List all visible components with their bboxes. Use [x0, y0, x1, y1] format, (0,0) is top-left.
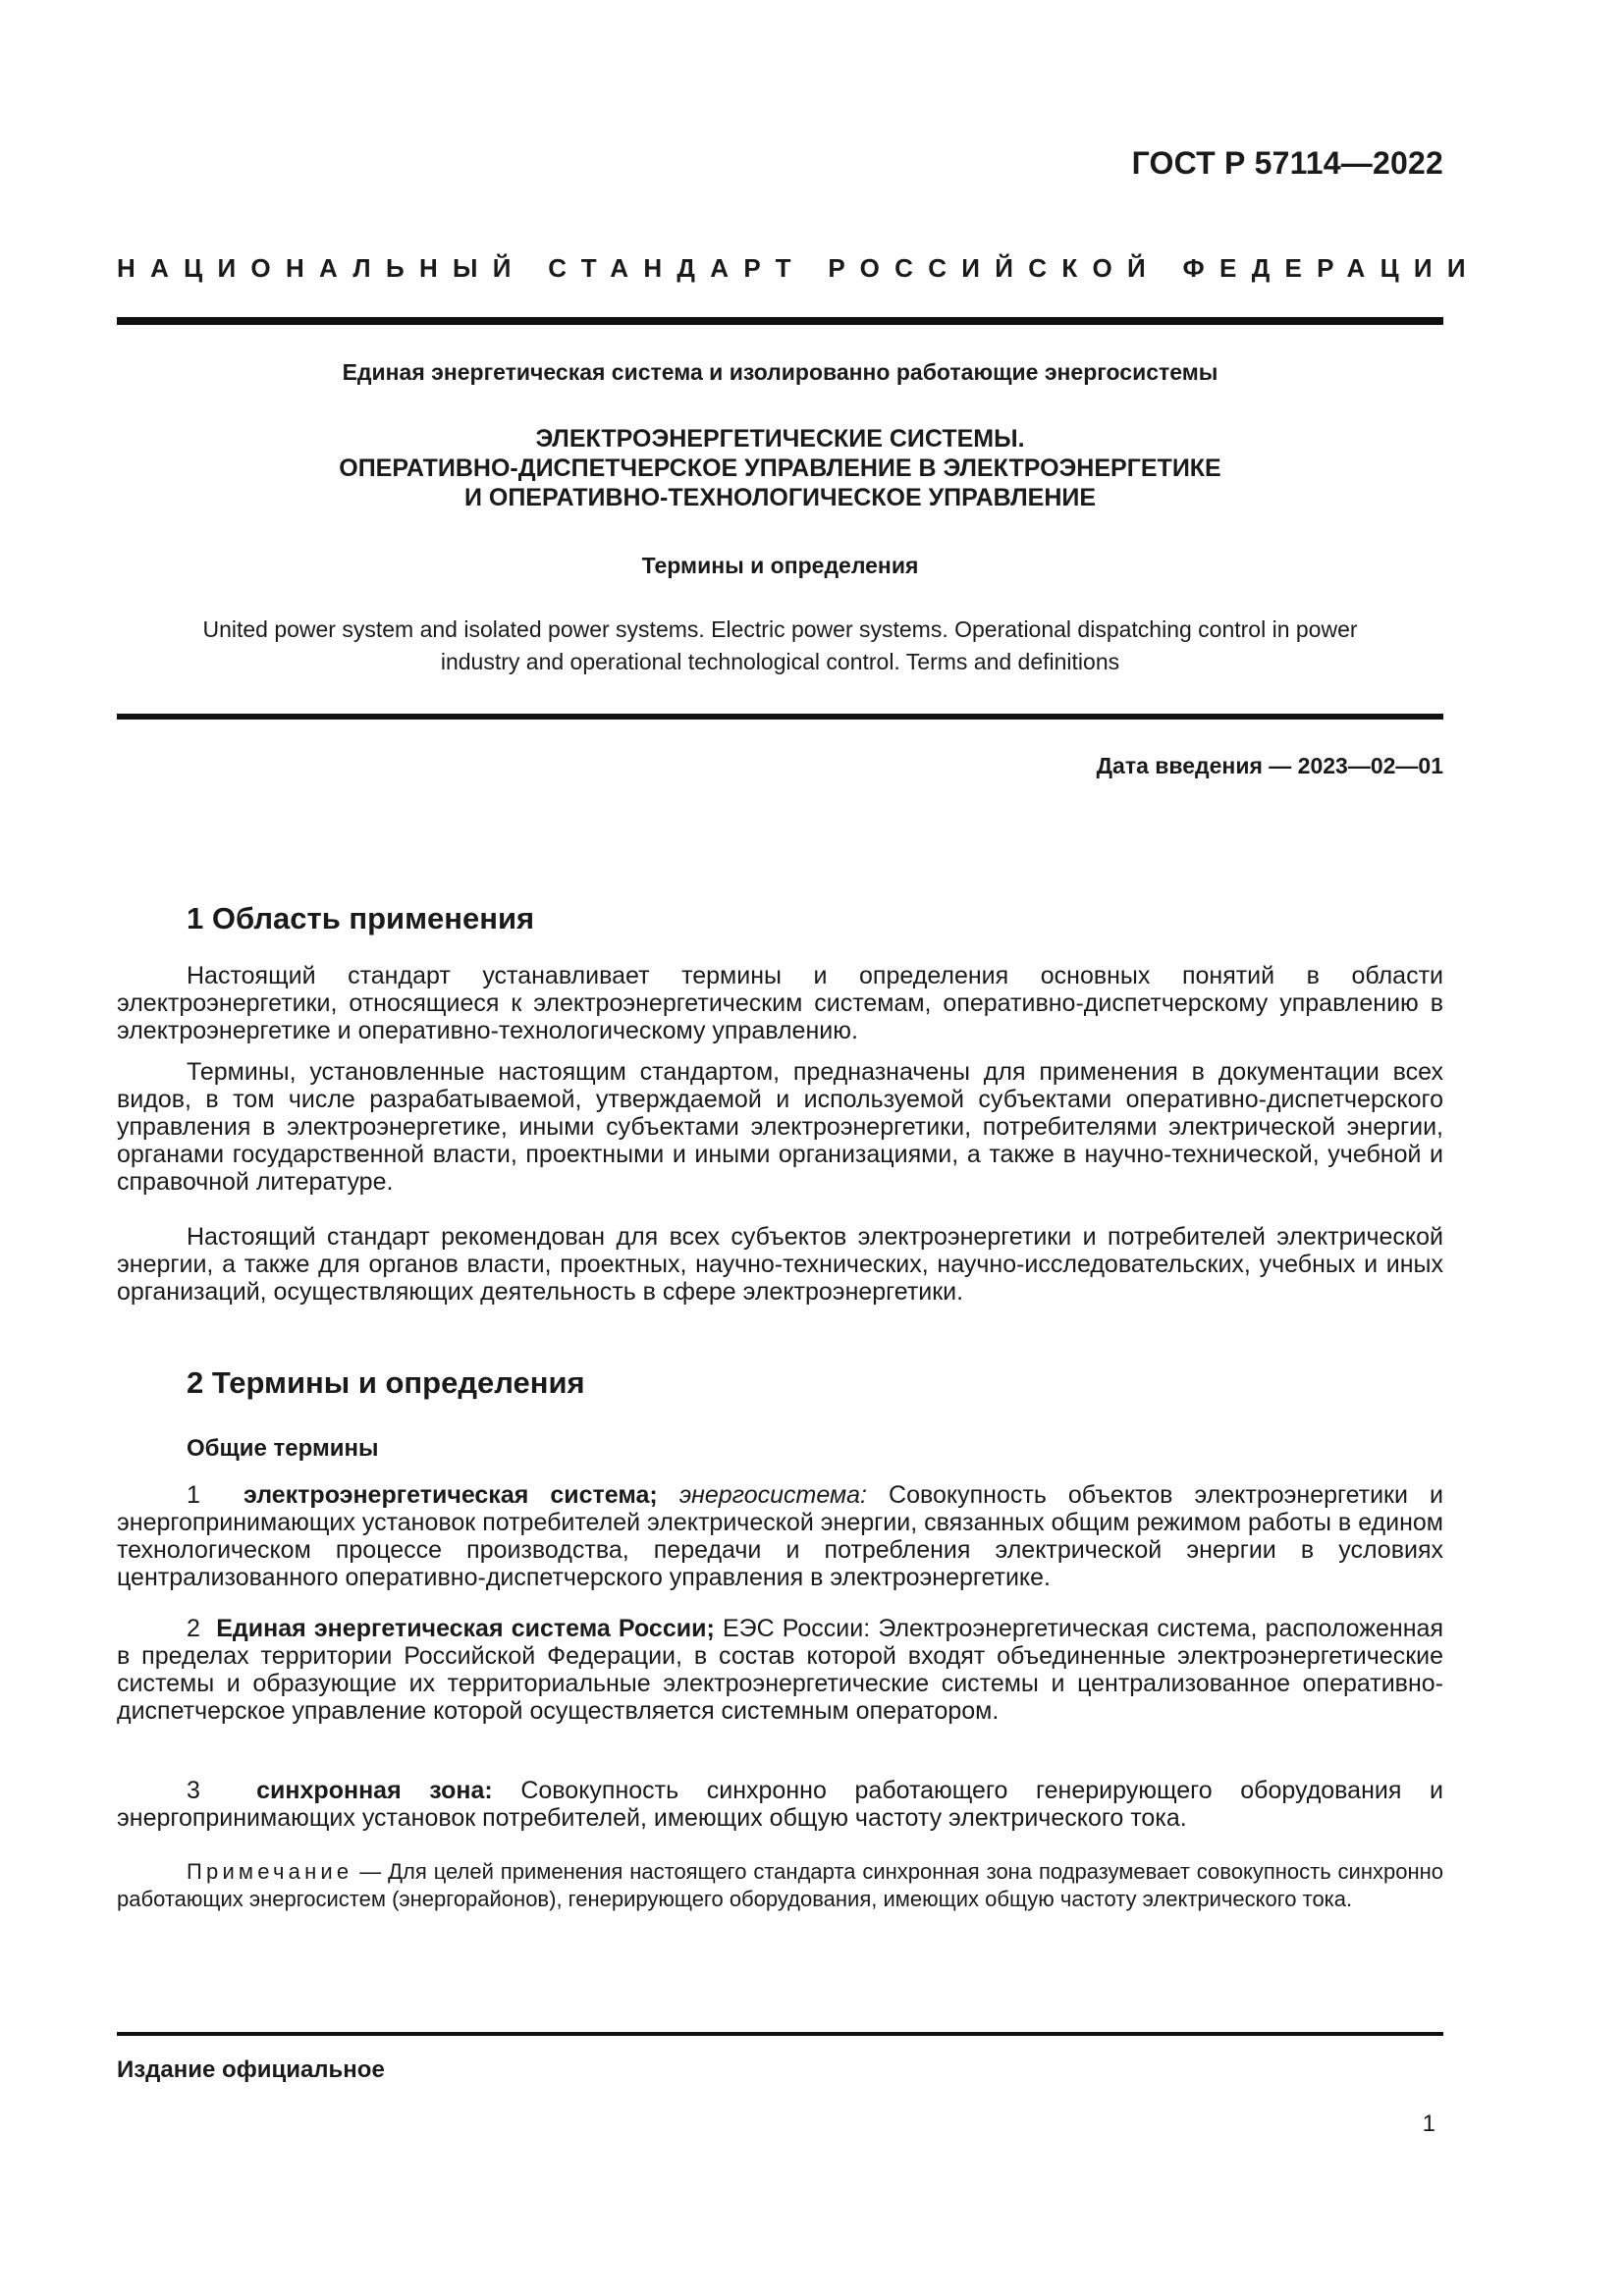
introduction-date: Дата введения — 2023—02—01 [1096, 753, 1443, 778]
term-number: 3 [187, 1777, 200, 1804]
note-label: Примечание [187, 1859, 353, 1884]
standard-number: ГОСТ Р 57114—2022 [1131, 145, 1443, 181]
document-main-title [117, 424, 1443, 512]
term-note [117, 1858, 1443, 1913]
note-text: — Для целей применения настоящего стандарта синхронная зона подразумевает совокупность синхронно работающих энергосистем (энергорайонов), генерирующего оборудования, имеющих общую частоту электрического тока. [117, 1859, 1443, 1911]
national-standard-banner: НАЦИОНАЛЬНЫЙ СТАНДАРТ РОССИЙСКОЙ ФЕДЕРАЦИИ [117, 253, 1481, 283]
term-entry-1 [117, 1481, 1443, 1591]
english-title [117, 614, 1443, 678]
term-name: синхронная зона: [256, 1777, 493, 1804]
term-entry-3 [117, 1777, 1443, 1832]
main-title-line-1: ЭЛЕКТРОЭНЕРГЕТИЧЕСКИЕ СИСТЕМЫ. [535, 425, 1025, 453]
term-number: 1 [187, 1481, 200, 1509]
main-title-line-2: ОПЕРАТИВНО-ДИСПЕТЧЕРСКОЕ УПРАВЛЕНИЕ В ЭЛЕКТРОЭНЕРГЕТИКЕ [339, 454, 1221, 482]
term-synonym: ЕЭС России: [722, 1615, 871, 1642]
english-title-line-1: United power system and isolated power systems. Electric power systems. Operational dispatching control in power [202, 616, 1358, 642]
term-name: электроэнергетическая система; [244, 1481, 658, 1509]
term-definition: Совокупность синхронно работающего генерирующего оборудования и энергопринимающих установок потребителей, имеющих общую частоту электрического тока. [117, 1777, 1443, 1832]
main-title-line-3: И ОПЕРАТИВНО-ТЕХНОЛОГИЧЕСКОЕ УПРАВЛЕНИЕ [463, 484, 1097, 511]
term-definition: Совокупность объектов электроэнергетики и энергопринимающих установок потребителей электрической энергии, связанных общим режимом работы в едином технологическом процессе производства, передачи и потребления электрической энергии в условиях централизованного оперативно-диспетчерского управления в электроэнергетике. [117, 1481, 1443, 1591]
top-divider [117, 317, 1443, 325]
official-edition-label: Издание официальное [117, 2056, 385, 2083]
section-1-paragraph: Настоящий стандарт устанавливает термины и определения основных понятий в области электроэнергетики, относящиеся к электроэнергетическим системам, оперативно-диспетчерскому управлению в электроэнергетике и оперативно-технологическому управлению. [117, 962, 1443, 1044]
footer-divider [117, 2032, 1443, 2036]
terms-title: Термины и определения [641, 553, 919, 578]
term-number: 2 [187, 1615, 200, 1642]
section-1-paragraph: Термины, установленные настоящим стандартом, предназначены для применения в документации всех видов, в том числе разрабатываемой, утверждаемой и используемой субъектами оперативно-диспетчерского управления в электроэнергетике, иными субъектами электроэнергетики, потребителями электрической энергии, органами государственной власти, проектными и иными организациями, а также в научно-технической, учебной и справочной литературе. [117, 1058, 1443, 1196]
document-subtitle: Единая энергетическая система и изолированно работающие энергосистемы [342, 359, 1218, 385]
page-number: 1 [1422, 2110, 1435, 2137]
english-title-line-2: industry and operational technological control. Terms and definitions [440, 649, 1120, 674]
title-divider [117, 714, 1443, 720]
term-name: Единая энергетическая система России; [216, 1615, 715, 1642]
term-entry-2 [117, 1615, 1443, 1725]
section-1-paragraph: Настоящий стандарт рекомендован для всех субъектов электроэнергетики и потребителей электрической энергии, а также для органов власти, проектных, научно-технических, научно-исследовательских, учебных и иных организаций, осуществляющих деятельность в сфере электроэнергетики. [117, 1223, 1443, 1306]
term-definition: Электроэнергетическая система, расположенная в пределах территории Российской Федерации, в состав которой входят объединенные электроэнергетические системы и образующие их территориальные электроэнергетические системы и централизованное оперативно-диспетчерское управление которой осуществляется системным оператором. [117, 1615, 1443, 1725]
section-1-heading: 1 Область применения [187, 901, 535, 935]
general-terms-subheading: Общие термины [187, 1435, 379, 1462]
section-2-heading: 2 Термины и определения [187, 1365, 585, 1400]
term-synonym: энергосистема: [678, 1481, 867, 1509]
